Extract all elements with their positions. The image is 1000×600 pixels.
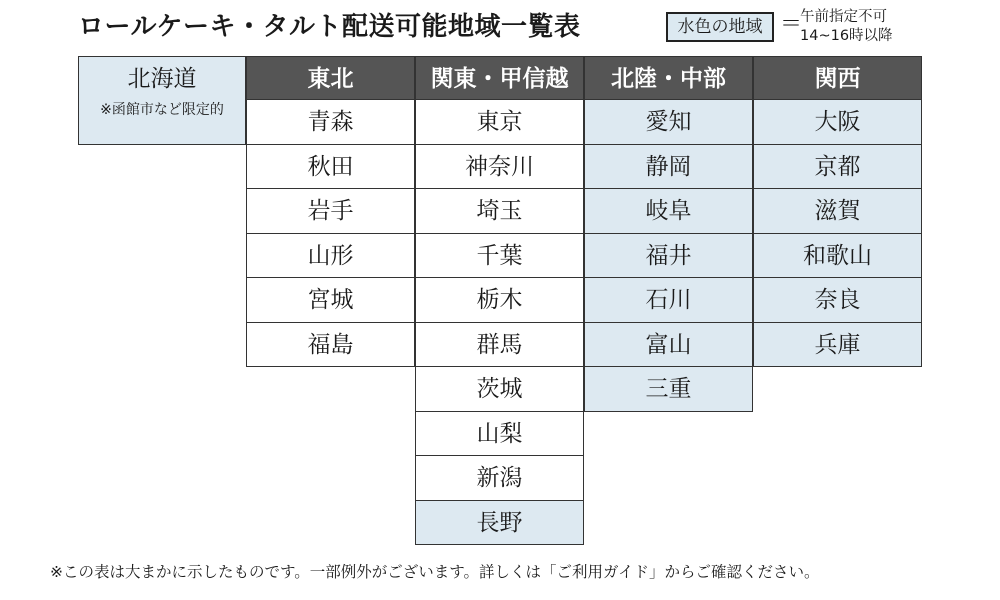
prefecture-cell: 新潟: [415, 456, 584, 501]
hokkaido-cell: [78, 56, 246, 145]
prefecture-cell: 福島: [246, 323, 415, 368]
prefecture-cell: 大阪: [753, 100, 922, 145]
legend-equals-sign: ＝: [780, 12, 803, 37]
prefecture-cell: 滋賀: [753, 189, 922, 234]
prefecture-cell: 群馬: [415, 323, 584, 368]
prefecture-cell: 愛知: [584, 100, 753, 145]
region-header: 関西: [753, 56, 922, 100]
prefecture-cell: 和歌山: [753, 234, 922, 279]
prefecture-cell: 長野: [415, 501, 584, 546]
prefecture-cell: 秋田: [246, 145, 415, 190]
region-column-kansai: [753, 56, 922, 367]
prefecture-cell: 神奈川: [415, 145, 584, 190]
prefecture-cell: 京都: [753, 145, 922, 190]
region-column-kanto: [415, 56, 584, 545]
legend-note-line-1: 午前指定不可: [800, 9, 887, 25]
region-column-tohoku: [246, 56, 415, 367]
region-header: 北陸・中部: [584, 56, 753, 100]
page-title: ロールケーキ・タルト配送可能地域一覧表: [78, 12, 581, 42]
legend-note-line-2: 14~16時以降: [800, 28, 893, 44]
prefecture-cell: 茨城: [415, 367, 584, 412]
region-column-chubu: [584, 56, 753, 412]
prefecture-cell: 東京: [415, 100, 584, 145]
legend-note: [800, 8, 893, 46]
prefecture-cell: 埼玉: [415, 189, 584, 234]
prefecture-cell: 奈良: [753, 278, 922, 323]
legend-color-key: 水色の地域: [666, 12, 774, 42]
prefecture-cell: 岐阜: [584, 189, 753, 234]
hokkaido-name: 北海道: [127, 66, 197, 92]
region-header: 東北: [246, 56, 415, 100]
prefecture-cell: 青森: [246, 100, 415, 145]
prefecture-cell: 石川: [584, 278, 753, 323]
prefecture-cell: 静岡: [584, 145, 753, 190]
prefecture-cell: 岩手: [246, 189, 415, 234]
prefecture-cell: 千葉: [415, 234, 584, 279]
footnote: ※この表は大まかに示したものです。一部例外がございます。詳しくは「ご利用ガイド」からご確認ください。: [50, 563, 820, 581]
hokkaido-note: ※函館市など限定的: [100, 102, 224, 118]
prefecture-cell: 兵庫: [753, 323, 922, 368]
prefecture-cell: 富山: [584, 323, 753, 368]
prefecture-cell: 福井: [584, 234, 753, 279]
prefecture-cell: 栃木: [415, 278, 584, 323]
prefecture-cell: 山梨: [415, 412, 584, 457]
region-header: 関東・甲信越: [415, 56, 584, 100]
prefecture-cell: 宮城: [246, 278, 415, 323]
prefecture-cell: 山形: [246, 234, 415, 279]
prefecture-cell: 三重: [584, 367, 753, 412]
